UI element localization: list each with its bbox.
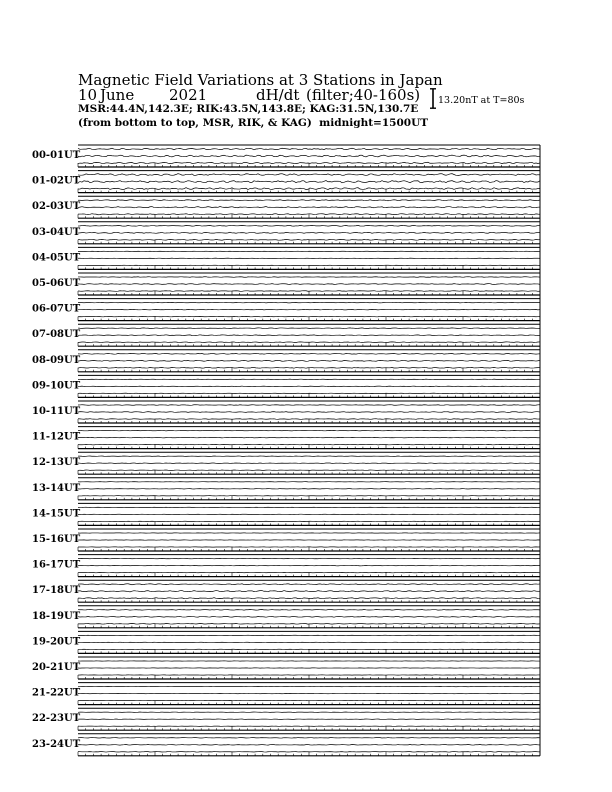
trace-kag xyxy=(78,277,540,278)
row-label-17-18ut: 17-18UT xyxy=(32,585,81,597)
trace-kag xyxy=(78,148,540,150)
trace-rik xyxy=(78,284,540,285)
filter-label: (filter;40-160s) xyxy=(306,86,421,104)
row-label-15-16ut: 15-16UT xyxy=(32,534,81,545)
trace-rik xyxy=(78,437,540,438)
row-label-06-07ut: 06-07UT xyxy=(32,303,81,315)
trace-kag xyxy=(78,379,540,380)
trace-kag xyxy=(78,430,540,431)
trace-kag xyxy=(78,584,540,585)
quantity-label: dH/dt xyxy=(256,86,300,104)
trace-rik xyxy=(78,155,540,157)
trace-kag xyxy=(78,174,540,176)
date-day: 10 xyxy=(78,86,98,104)
row-label-11-12ut: 11-12UT xyxy=(32,431,81,443)
trace-rik xyxy=(78,181,540,183)
station-order-text: (from bottom to top, MSR, RIK, & KAG) xyxy=(78,117,312,129)
row-label-18-19ut: 18-19UT xyxy=(32,610,81,622)
trace-rik xyxy=(78,232,540,233)
row-label-12-13ut: 12-13UT xyxy=(32,457,81,469)
row-label-07-08ut: 07-08UT xyxy=(32,329,81,341)
row-label-23-24ut: 23-24UT xyxy=(32,738,81,750)
row-label-00-01ut: 00-01UT xyxy=(32,150,81,161)
row-label-13-14ut: 13-14UT xyxy=(32,482,81,494)
row-label-10-11ut: 10-11UT xyxy=(32,406,81,417)
trace-rik xyxy=(78,335,540,336)
midnight-note: midnight=1500UT xyxy=(319,117,429,129)
row-label-03-04ut: 03-04UT xyxy=(32,226,81,238)
row-label-05-06ut: 05-06UT xyxy=(32,278,81,289)
trace-kag xyxy=(78,328,540,329)
row-label-04-05ut: 04-05UT xyxy=(32,252,81,264)
row-label-21-22ut: 21-22UT xyxy=(32,687,81,699)
trace-rik xyxy=(78,463,540,464)
trace-kag xyxy=(78,302,540,303)
row-label-20-21ut: 20-21UT xyxy=(32,662,81,673)
trace-kag xyxy=(78,200,540,201)
trace-rik xyxy=(78,386,540,387)
row-label-02-03ut: 02-03UT xyxy=(32,201,81,213)
date-month: June xyxy=(100,86,135,104)
trace-rik xyxy=(78,207,540,208)
trace-rik xyxy=(78,258,540,259)
trace-rik xyxy=(78,412,540,413)
row-label-19-20ut: 19-20UT xyxy=(32,636,81,648)
trace-kag xyxy=(78,405,540,406)
trace-kag xyxy=(78,353,540,354)
trace-rik xyxy=(78,309,540,310)
trace-rik xyxy=(78,616,540,617)
trace-kag xyxy=(78,609,540,610)
row-label-01-02ut: 01-02UT xyxy=(32,175,81,187)
chart-title: Magnetic Field Variations at 3 Stations in Japan xyxy=(78,71,443,89)
trace-rik xyxy=(78,745,540,746)
row-label-22-23ut: 22-23UT xyxy=(32,713,81,725)
trace-kag xyxy=(78,225,540,226)
trace-rik xyxy=(78,360,540,361)
row-label-09-10ut: 09-10UT xyxy=(32,380,81,392)
scale-label: 13.20nT at T=80s xyxy=(438,95,525,106)
row-label-16-17ut: 16-17UT xyxy=(32,559,81,571)
date-year: 2021 xyxy=(169,86,208,104)
row-label-08-09ut: 08-09UT xyxy=(32,354,81,366)
trace-rik xyxy=(78,591,540,592)
trace-rik xyxy=(78,565,540,566)
trace-kag xyxy=(78,738,540,739)
row-label-14-15ut: 14-15UT xyxy=(32,508,81,520)
stations-info: MSR:44.4N,142.3E; RIK:43.5N,143.8E; KAG:31.5N,130.7E xyxy=(78,103,419,115)
